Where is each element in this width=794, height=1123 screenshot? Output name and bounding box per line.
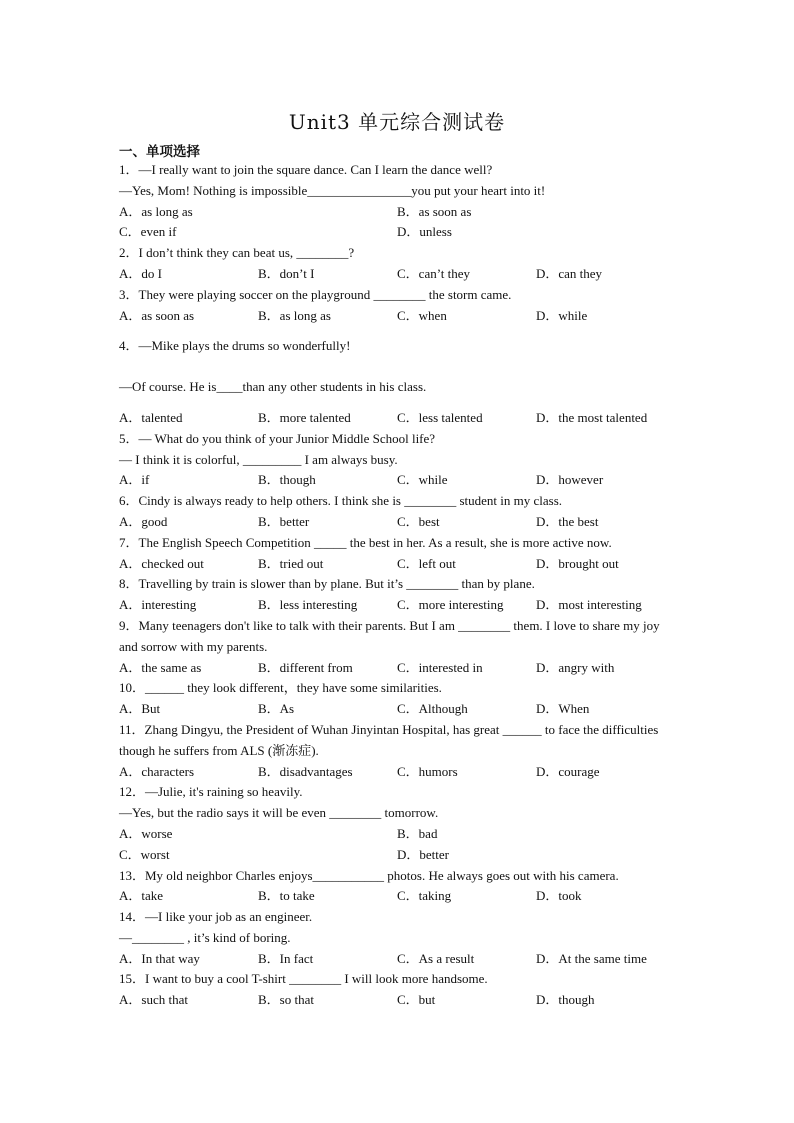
question-text: —________ , it’s kind of boring. [119,929,291,945]
question-text: 10．______ they look different，they have some similarities. [119,680,442,696]
question-text: — I think it is colorful, _________ I am always busy. [119,451,398,467]
option-b: B．As [258,701,295,717]
question-text: 7．The English Speech Competition _____ the best in her. As a result, she is more active now. [119,534,612,550]
options-row [119,990,664,1011]
question-text: 9．Many teenagers don't like to talk with their parents. But I am ________ them. I love to share my joy and sorrow with my parents. [119,617,660,654]
option-a: A．as soon as [119,307,195,323]
page-title: Unit3 单元综合测试卷 [288,110,506,134]
option-a: A．talented [119,409,183,425]
option-a: A．as long as [119,203,193,219]
question-2 [119,243,664,285]
options-row [119,470,664,491]
question-3 [119,285,664,327]
options-row [119,512,664,533]
question-text: 12．—Julie, it's raining so heavily. [119,784,303,800]
option-b: B．disadvantages [258,763,353,779]
options-row [119,824,664,845]
option-b: B．to take [258,888,315,904]
option-d: D．unless [397,224,452,240]
option-a: A．In that way [119,950,200,966]
options-row [119,554,664,575]
options-row [119,222,664,243]
question-text: 5．— What do you think of your Junior Middle School life? [119,430,436,446]
options-row [119,658,664,679]
option-c: C．best [397,513,440,529]
option-c: C．Although [397,701,468,717]
question-list [119,160,664,1011]
option-a: A．But [119,701,161,717]
option-d: D．At the same time [536,950,647,966]
option-a: A．do I [119,265,162,281]
option-d: D．most interesting [536,597,642,613]
option-c: C．while [397,472,448,488]
question-text: 8．Travelling by train is slower than by plane. But it’s ________ than by plane. [119,576,535,592]
option-d: D．though [536,992,595,1008]
question-14 [119,907,664,969]
option-b: B．less interesting [258,597,358,613]
question-text: 11．Zhang Dingyu, the President of Wuhan Jinyintan Hospital, has great ______ to face the difficulties though he suffers from ALS (渐冻症). [119,721,659,758]
question-text: 15．I want to buy a cool T-shirt ________ I will look more handsome. [119,971,488,987]
option-c: C．even if [119,224,177,240]
option-a: A．take [119,888,164,904]
option-c: C．left out [397,555,456,571]
option-d: D．while [536,307,588,323]
option-d: D．When [536,701,590,717]
question-text: 1．—I really want to join the square dance. Can I learn the dance well? [119,162,493,177]
question-text: 4．—Mike plays the drums so wonderfully! [119,338,351,354]
option-c: C．less talented [397,409,483,425]
question-4 [119,326,664,428]
question-text: 6．Cindy is always ready to help others. I think she is ________ student in my class. [119,493,563,509]
options-row [119,595,664,616]
options-row [119,264,664,285]
option-a: A．such that [119,992,188,1008]
options-row [119,845,664,866]
question-text: 13．My old neighbor Charles enjoys___________ photos. He always goes out with his camera. [119,867,619,883]
question-8 [119,574,664,616]
option-d: D．the best [536,513,599,529]
question-text: —Yes, Mom! Nothing is impossible________________you put your heart into it! [119,182,546,198]
option-d: D．however [536,472,604,488]
options-row [119,306,664,327]
option-a: A．good [119,513,168,529]
option-c: C．humors [397,763,458,779]
question-7 [119,533,664,575]
question-13 [119,866,664,908]
option-a: A．the same as [119,659,202,675]
question-6 [119,491,664,533]
option-c: C．interested in [397,659,483,675]
question-11 [119,720,664,782]
option-b: B．better [258,513,310,529]
option-b: B．as long as [258,307,331,323]
options-row [119,699,664,720]
option-c: C．but [397,992,436,1008]
option-c: C．taking [397,888,452,904]
option-d: D．better [397,846,449,862]
question-10 [119,678,664,720]
option-b: B．different from [258,659,353,675]
option-c: C．when [397,307,447,323]
option-c: C．more interesting [397,597,504,613]
option-b: B．as soon as [397,203,472,219]
section-heading: 一、单项选择 [119,144,200,160]
option-d: D．can they [536,265,603,281]
option-a: A．interesting [119,597,197,613]
options-row [119,408,664,429]
option-d: D．took [536,888,582,904]
option-a: A．checked out [119,555,204,571]
question-1 [119,160,664,243]
option-b: B．bad [397,825,438,841]
options-row [119,949,664,970]
option-d: D．brought out [536,555,619,571]
question-12 [119,782,664,865]
option-b: B．so that [258,992,314,1008]
option-c: C．worst [119,846,170,862]
question-9 [119,616,664,678]
option-b: B．more talented [258,409,351,425]
options-row [119,886,664,907]
option-b: B．don’t I [258,265,315,281]
option-b: B．In fact [258,950,314,966]
option-a: A．characters [119,763,195,779]
question-text: 2．I don’t think they can beat us, ________? [119,245,355,261]
question-text: 3．They were playing soccer on the playground ________ the storm came. [119,286,512,302]
option-a: A．if [119,472,150,488]
option-d: D．the most talented [536,409,648,425]
question-text: 14．—I like your job as an engineer. [119,909,313,925]
question-text: —Yes, but the radio says it will be even ________ tomorrow. [119,805,439,821]
option-b: B．though [258,472,316,488]
option-c: C．As a result [397,950,475,966]
question-text: —Of course. He is____than any other students in his class. [119,379,427,395]
options-row [119,202,664,223]
option-d: D．angry with [536,659,615,675]
options-row [119,762,664,783]
option-c: C．can’t they [397,265,471,281]
question-15 [119,969,664,1011]
option-d: D．courage [536,763,600,779]
question-5 [119,429,664,491]
option-b: B．tried out [258,555,324,571]
option-a: A．worse [119,825,173,841]
